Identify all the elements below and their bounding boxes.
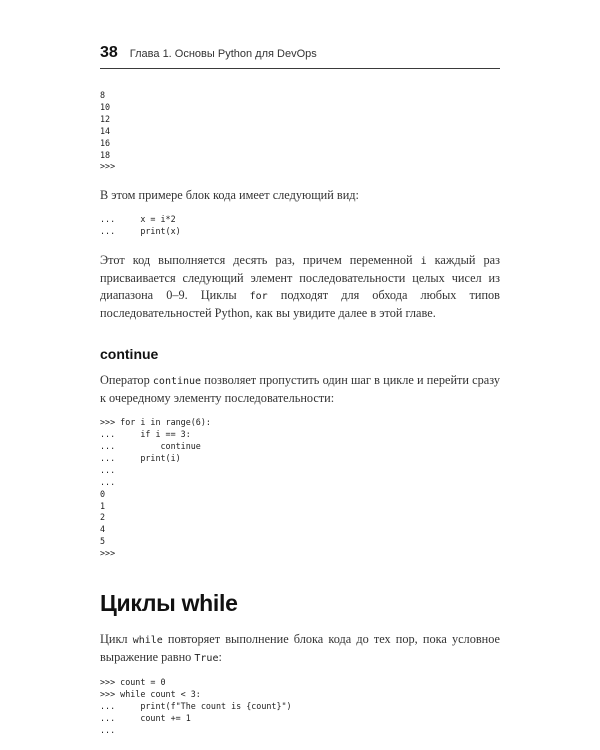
page-number: 38 — [100, 44, 118, 61]
subheading-continue: continue — [100, 346, 159, 363]
paragraph-continue: Оператор continue позволяет пропустить один шаг в цикле и перейти сразу к очередному элементу последовательности: — [100, 373, 500, 406]
inline-code-for: for — [249, 291, 268, 303]
code-block-continue-example: >>> for i in range(6): ... if i == 3: ... continue ... print(i) ... ... 0 1 2 4 5 >>> — [100, 417, 211, 559]
code-block-loop-body: ... x = i*2 ... print(x) — [100, 214, 181, 237]
page-header — [100, 44, 500, 69]
running-head: Глава 1. Основы Python для DevOps — [129, 48, 317, 60]
inline-code-i: i — [420, 256, 427, 268]
paragraph-block-intro: В этом примере блок кода имеет следующий вид: — [100, 188, 359, 203]
inline-code-true: True — [194, 653, 219, 665]
inline-code-continue: continue — [152, 376, 202, 388]
paragraph-for-explanation: Этот код выполняется десять раз, причем переменной i каждый раз присваивается следующий элемент последовательности целых чисел из диапазона 0–9. Циклы for подходят для обхода любых типов последовательностей Python, как вы увидите далее в этой главе. — [100, 253, 500, 321]
inline-code-while: while — [132, 635, 163, 647]
code-block-while-example: >>> count = 0 >>> while count < 3: ... print(f"The count is {count}") ... count += 1 ... — [100, 677, 292, 735]
section-heading-while: Циклы while — [100, 590, 238, 617]
page-content — [100, 90, 500, 737]
paragraph-while: Цикл while повторяет выполнение блока кода до тех пор, пока условное выражение равно True: — [100, 632, 500, 665]
code-block-output: 8 10 12 14 16 18 >>> — [100, 90, 116, 172]
